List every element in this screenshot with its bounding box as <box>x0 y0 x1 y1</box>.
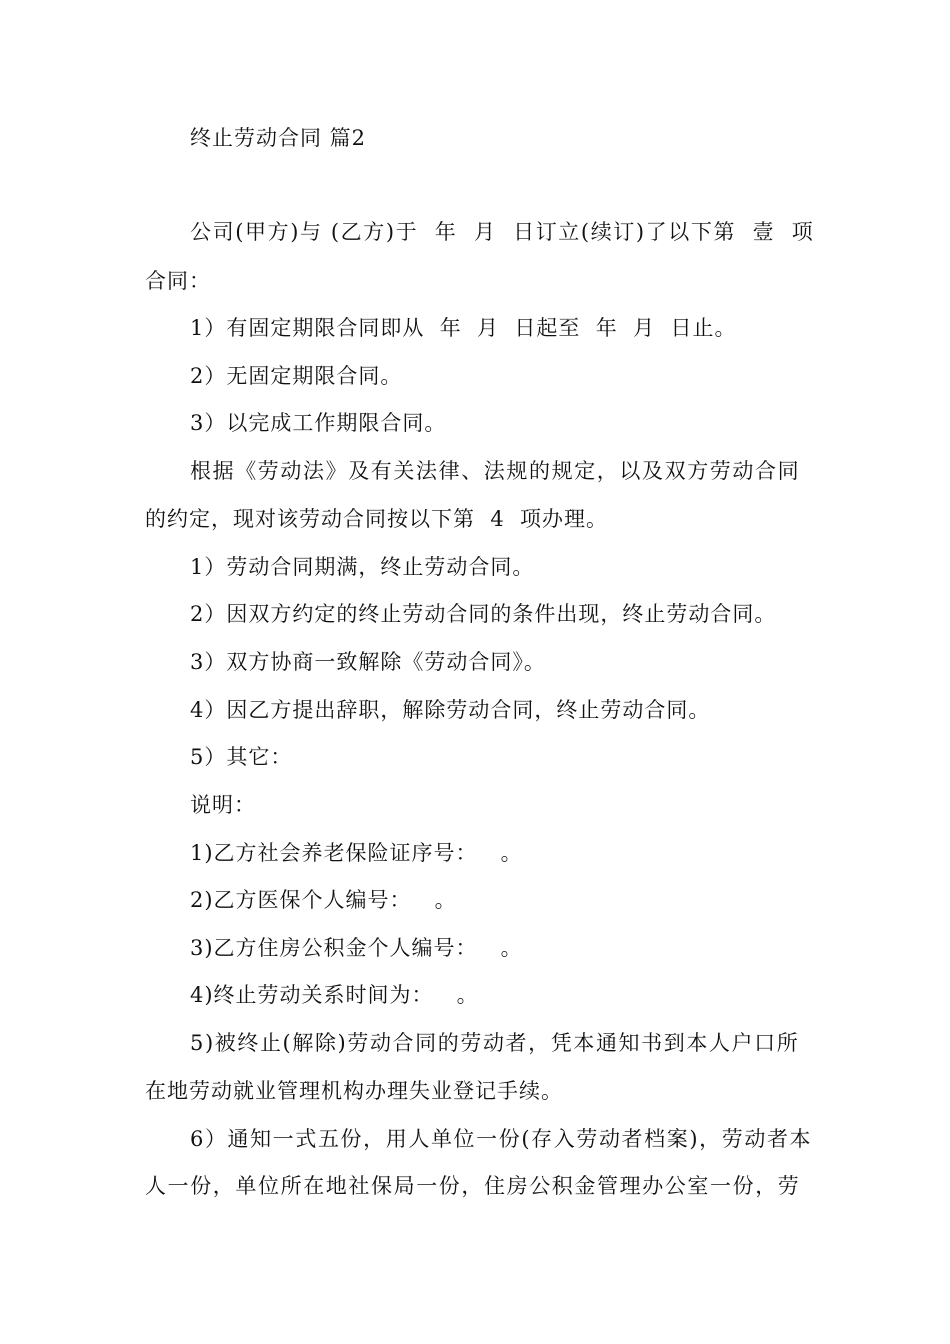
list-item: 1）有固定期限合同即从 年 月 日起至 年 月 日止。 <box>190 316 737 340</box>
paragraph-line: 的约定，现对该劳动合同按以下第 4 项办理。 <box>145 507 609 531</box>
paragraph-line: 公司(甲方)与 (乙方)于 年 月 日订立(续订)了以下第 壹 项 <box>190 220 815 244</box>
list-item: 4)终止劳动关系时间为： 。 <box>190 983 479 1007</box>
paragraph-line: 合同： <box>145 269 211 293</box>
list-item: 3）以完成工作期限合同。 <box>190 411 447 435</box>
list-item: 1）劳动合同期满，终止劳动合同。 <box>190 555 535 579</box>
list-item: 2）无固定期限合同。 <box>190 364 403 388</box>
list-item: 4）因乙方提出辞职，解除劳动合同，终止劳动合同。 <box>190 698 711 722</box>
list-item: 5）其它： <box>190 745 293 769</box>
paragraph-line: 根据《劳动法》及有关法律、法规的规定，以及双方劳动合同 <box>190 459 801 483</box>
paragraph-line: 人一份，单位所在地社保局一份，住房公积金管理办公室一份，劳 <box>145 1174 801 1198</box>
list-item: 2)乙方医保个人编号： 。 <box>190 888 457 912</box>
paragraph-line: 在地劳动就业管理机构办理失业登记手续。 <box>145 1079 563 1103</box>
document-title: 终止劳动合同 篇2 <box>190 126 367 150</box>
list-item: 2）因双方约定的终止劳动合同的条件出现，终止劳动合同。 <box>190 602 777 626</box>
list-item: 3）双方协商一致解除《劳动合同》。 <box>190 650 546 674</box>
list-item: 5)被终止(解除)劳动合同的劳动者，凭本通知书到本人户口所 <box>190 1031 800 1055</box>
list-item: 1)乙方社会养老保险证序号： 。 <box>190 841 523 865</box>
section-label: 说明： <box>190 793 256 817</box>
list-item: 6）通知一式五份，用人单位一份(存入劳动者档案)，劳动者本 <box>190 1127 813 1151</box>
list-item: 3)乙方住房公积金个人编号： 。 <box>190 936 523 960</box>
